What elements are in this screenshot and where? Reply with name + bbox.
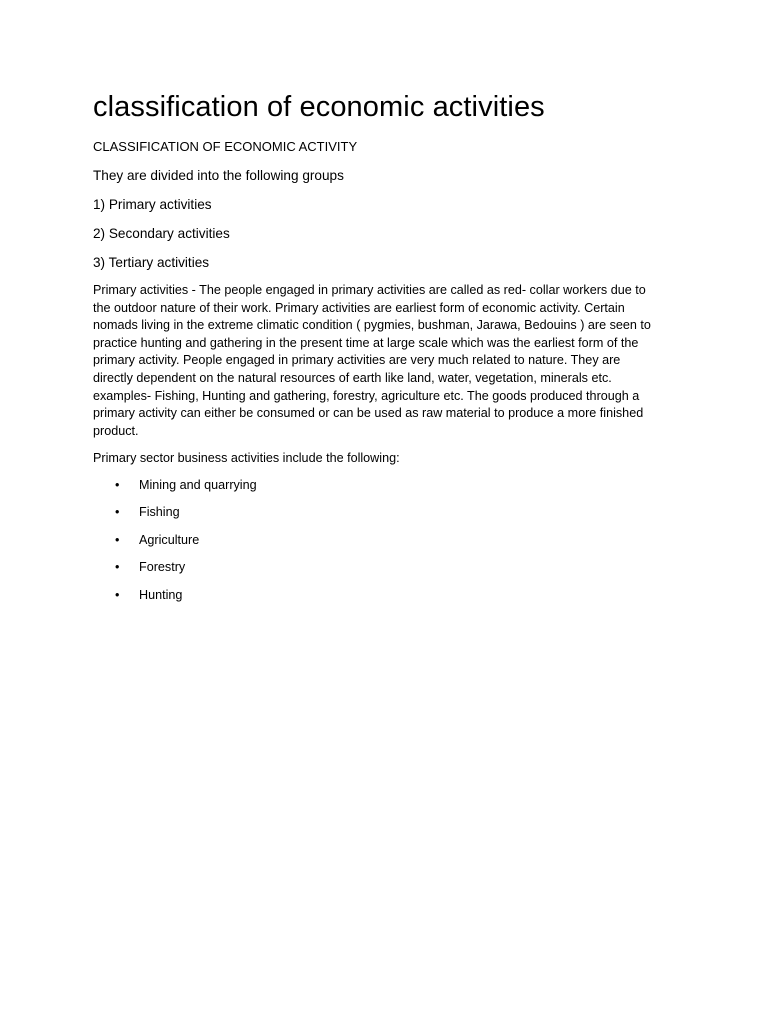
list-item-label: Mining and quarrying [139, 477, 257, 492]
sector-intro-text: Primary sector business activities include the following: [93, 451, 400, 466]
list-item [93, 532, 673, 550]
section-heading: CLASSIFICATION OF ECONOMIC ACTIVITY [93, 139, 358, 154]
document-body [93, 88, 673, 614]
paragraph-line: examples- Fishing, Hunting and gathering, forestry, agriculture etc. The goods produced through a [93, 388, 640, 403]
list-item-label: Agriculture [139, 532, 200, 547]
bullet-icon: • [115, 505, 120, 520]
group-item-tertiary: 3) Tertiary activities [93, 255, 210, 270]
list-item [93, 587, 673, 605]
list-item-label: Fishing [139, 505, 180, 520]
bullet-icon: • [115, 477, 120, 492]
list-item [93, 504, 673, 522]
paragraph-line: practice hunting and gathering in the present time at large scale which was the earliest form of the [93, 335, 639, 350]
bullet-icon: • [115, 532, 120, 547]
bullet-icon: • [115, 560, 120, 575]
sector-bullet-list [93, 477, 673, 604]
paragraph-line: primary activity. People engaged in primary activities are very much related to nature. They are [93, 353, 621, 368]
list-item-label: Forestry [139, 560, 186, 575]
paragraph-line: the outdoor nature of their work. Primary activities are earliest form of economic activity. Certain [93, 300, 625, 315]
paragraph-line: product. [93, 423, 139, 438]
paragraph-line: primary activity can either be consumed or can be used as raw material to produce a more finished [93, 406, 644, 421]
list-item [93, 559, 673, 577]
paragraph-line: nomads living in the extreme climatic condition ( pygmies, bushman, Jarawa, Bedouins ) are seen to [93, 318, 651, 333]
primary-activities-paragraph [93, 282, 673, 440]
intro-text: They are divided into the following groups [93, 168, 344, 183]
document-title: classification of economic activities [93, 91, 545, 123]
bullet-icon: • [115, 587, 120, 602]
list-item-label: Hunting [139, 587, 183, 602]
group-item-primary: 1) Primary activities [93, 197, 212, 212]
list-item [93, 477, 673, 495]
group-item-secondary: 2) Secondary activities [93, 226, 230, 241]
paragraph-line: directly dependent on the natural resources of earth like land, water, vegetation, minerals etc. [93, 370, 612, 385]
paragraph-line: Primary activities - The people engaged in primary activities are called as red- collar workers due to [93, 283, 646, 297]
